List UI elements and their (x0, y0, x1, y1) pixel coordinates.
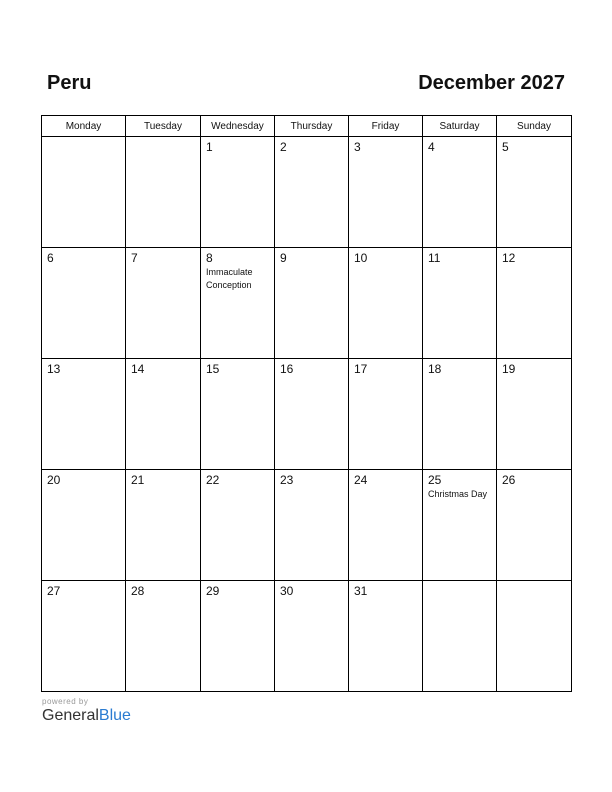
day-number: 6 (47, 251, 54, 265)
day-cell (497, 137, 572, 248)
day-number: 9 (280, 251, 287, 265)
day-number: 18 (428, 362, 442, 376)
day-cell (275, 248, 349, 359)
footer (42, 697, 131, 725)
day-cell-empty (42, 137, 126, 248)
day-cell-empty (497, 581, 572, 692)
day-number: 29 (206, 584, 220, 598)
week-row-4 (42, 470, 572, 581)
day-cell (497, 359, 572, 470)
brand-blue-text: Blue (98, 707, 131, 724)
weekday-wednesday: Wednesday (201, 116, 275, 137)
day-number: 16 (280, 362, 294, 376)
day-number: 4 (428, 140, 435, 154)
day-cell (201, 359, 275, 470)
day-number: 30 (280, 584, 294, 598)
day-cell (275, 137, 349, 248)
weekday-monday: Monday (42, 116, 126, 137)
day-cell (201, 137, 275, 248)
powered-by-text: powered by (42, 697, 89, 706)
day-cell (423, 137, 497, 248)
day-cell-empty (423, 581, 497, 692)
weekday-friday: Friday (349, 116, 423, 137)
day-number (42, 137, 125, 141)
day-cell (201, 470, 275, 581)
day-number: 12 (502, 251, 516, 265)
day-number: 8 (206, 251, 213, 265)
day-cell (42, 470, 126, 581)
day-cell (126, 581, 201, 692)
day-cell (42, 248, 126, 359)
weekday-sunday: Sunday (497, 116, 572, 137)
day-number: 19 (502, 362, 516, 376)
week-row-2 (42, 248, 572, 359)
day-cell (126, 470, 201, 581)
weekday-tuesday: Tuesday (126, 116, 201, 137)
day-number: 17 (354, 362, 368, 376)
day-number: 24 (354, 473, 368, 487)
weekday-thursday: Thursday (275, 116, 349, 137)
day-cell (423, 248, 497, 359)
calendar-header (41, 72, 571, 98)
week-row-1 (42, 137, 572, 248)
calendar-grid (41, 115, 572, 692)
day-number: 7 (131, 251, 138, 265)
day-cell (275, 359, 349, 470)
day-cell-empty (126, 137, 201, 248)
weekday-saturday: Saturday (423, 116, 497, 137)
holiday-label: Immaculate Conception (206, 267, 253, 290)
day-cell (349, 359, 423, 470)
day-cell (349, 248, 423, 359)
day-cell (349, 581, 423, 692)
week-row-5 (42, 581, 572, 692)
day-number (126, 137, 200, 141)
day-cell (126, 248, 201, 359)
day-number: 1 (206, 140, 213, 154)
day-number: 22 (206, 473, 220, 487)
day-number: 14 (131, 362, 145, 376)
brand-general-text: General (42, 707, 99, 724)
day-number: 3 (354, 140, 361, 154)
day-cell (423, 470, 497, 581)
day-cell (349, 470, 423, 581)
day-cell (126, 359, 201, 470)
day-number: 2 (280, 140, 287, 154)
week-row-3 (42, 359, 572, 470)
day-number (497, 581, 571, 585)
day-number: 21 (131, 473, 145, 487)
day-number: 27 (47, 584, 61, 598)
day-cell (201, 581, 275, 692)
holiday-label: Christmas Day (428, 489, 488, 499)
day-number: 10 (354, 251, 368, 265)
day-cell (42, 581, 126, 692)
day-number: 23 (280, 473, 294, 487)
month-year-title: December 2027 (418, 72, 565, 94)
day-number: 28 (131, 584, 145, 598)
day-cell (275, 470, 349, 581)
day-number: 11 (428, 251, 441, 265)
day-number: 26 (502, 473, 516, 487)
day-cell (42, 359, 126, 470)
day-number: 25 (428, 473, 442, 487)
day-number: 13 (47, 362, 61, 376)
day-cell (497, 248, 572, 359)
day-number (423, 581, 496, 585)
day-number: 5 (502, 140, 509, 154)
day-number: 31 (354, 584, 368, 598)
day-number: 15 (206, 362, 220, 376)
day-cell (275, 581, 349, 692)
generalblue-logo[interactable] (42, 707, 131, 725)
day-cell (497, 470, 572, 581)
country-title: Peru (47, 72, 92, 94)
day-cell (201, 248, 275, 359)
day-cell (349, 137, 423, 248)
weekday-header-row (42, 116, 572, 137)
day-number: 20 (47, 473, 61, 487)
day-cell (423, 359, 497, 470)
